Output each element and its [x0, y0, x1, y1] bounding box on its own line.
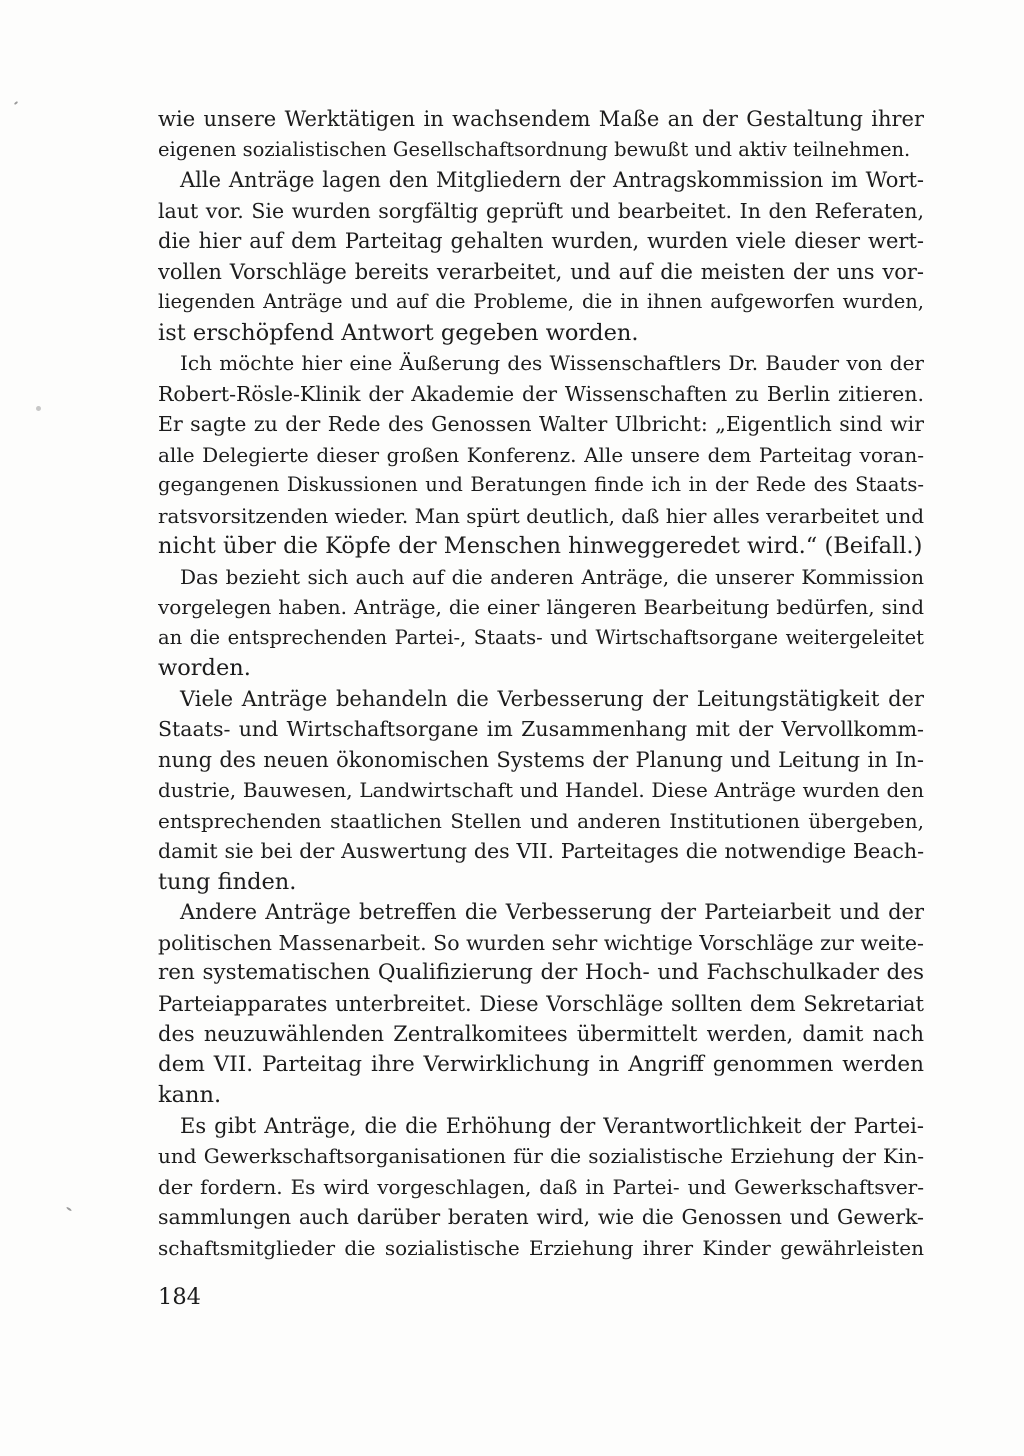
text-line: des neuzuwählenden Zentralkomitees übermittelt werden, damit nach: [158, 1022, 924, 1046]
text-line: ratsvorsitzenden wieder. Man spürt deutlich, daß hier alles verarbeitet und: [158, 503, 924, 528]
text-line: liegenden Anträge und auf die Probleme, die in ihnen aufgeworfen wurden,: [158, 290, 924, 313]
text-line: politischen Massenarbeit. So wurden sehr wichtige Vorschläge zur weite-: [158, 930, 924, 955]
text-line: Das bezieht sich auch auf die anderen Anträge, die unserer Kommission: [180, 564, 924, 589]
text-line: ren systematischen Qualifizierung der Hoch- und Fachschulkader des: [158, 960, 924, 985]
text-line: dem VII. Parteitag ihre Verwirklichung in Angriff genommen werden: [158, 1051, 924, 1077]
text-line: damit sie bei der Auswertung des VII. Parteitages die notwendige Beach-: [158, 839, 924, 863]
text-line: Robert-Rösle-Klinik der Akademie der Wissenschaften zu Berlin zitieren.: [158, 381, 924, 406]
text-line: an die entsprechenden Partei-, Staats- und Wirtschaftsorgane weitergeleitet: [158, 625, 924, 649]
text-line: nung des neuen ökonomischen Systems der Planung und Leitung in In-: [158, 747, 924, 772]
text-line: Es gibt Anträge, die die Erhöhung der Verantwortlichkeit der Partei-: [180, 1113, 924, 1138]
text-line: Ich möchte hier eine Äußerung des Wissenschaftlers Dr. Bauder von der: [180, 351, 924, 375]
text-line: laut vor. Sie wurden sorgfältig geprüft und bearbeitet. In den Referaten,: [158, 198, 924, 223]
text-line: eigenen sozialistischen Gesellschaftsordnung bewußt und aktiv teilnehmen.: [158, 137, 911, 161]
scan-speck: [66, 1206, 72, 1211]
text-line: der fordern. Es wird vorgeschlagen, daß in Partei- und Gewerkschaftsver-: [158, 1174, 924, 1199]
text-line: vollen Vorschläge bereits verarbeitet, und auf die meisten der uns vor-: [158, 259, 924, 284]
text-line: worden.: [158, 655, 251, 681]
text-line: Er sagte zu der Rede des Genossen Walter Ulbricht: „Eigentlich sind wir: [158, 412, 924, 436]
text-line: tung finden.: [158, 868, 297, 895]
text-line: Andere Anträge betreffen die Verbesserung der Parteiarbeit und der: [180, 900, 924, 924]
text-line: die hier auf dem Parteitag gehalten wurden, wurden viele dieser wert-: [158, 229, 924, 253]
text-line: sammlungen auch darüber beraten wird, wie die Genossen und Gewerk-: [158, 1205, 924, 1229]
page-number: 184: [158, 1284, 201, 1310]
scan-speck: [36, 406, 41, 411]
text-line: alle Delegierte dieser großen Konferenz. Alle unsere dem Parteitag voran-: [158, 442, 924, 467]
scan-speck: [14, 101, 18, 105]
text-line: dustrie, Bauwesen, Landwirtschaft und Handel. Diese Anträge wurden den: [158, 778, 924, 802]
text-line: Parteiapparates unterbreitet. Diese Vorschläge sollten dem Sekretariat: [158, 991, 924, 1016]
text-line: kann.: [158, 1082, 222, 1108]
text-line: nicht über die Köpfe der Menschen hinweggeredet wird.“ (Beifall.): [158, 533, 923, 559]
text-line: Alle Anträge lagen den Mitgliedern der Antragskommission im Wort-: [180, 168, 924, 192]
text-line: ist erschöpfend Antwort gegeben worden.: [158, 319, 639, 346]
text-line: gegangenen Diskussionen und Beratungen finde ich in der Rede des Staats-: [158, 473, 924, 496]
text-line: wie unsere Werktätigen in wachsendem Maße an der Gestaltung ihrer: [158, 107, 924, 131]
text-line: schaftsmitglieder die sozialistische Erziehung ihrer Kinder gewährleisten: [158, 1235, 924, 1260]
text-line: und Gewerkschaftsorganisationen für die sozialistische Erziehung der Kin-: [158, 1144, 924, 1168]
text-line: vorgelegen haben. Anträge, die einer längeren Bearbeitung bedürfen, sind: [158, 595, 924, 619]
body-text: [158, 104, 924, 1263]
text-line: Viele Anträge behandeln die Verbesserung der Leitungstätigkeit der: [180, 686, 924, 711]
text-line: Staats- und Wirtschaftsorgane im Zusammenhang mit der Vervollkomm-: [158, 717, 924, 741]
text-line: entsprechenden staatlichen Stellen und anderen Institutionen übergeben,: [158, 808, 924, 833]
